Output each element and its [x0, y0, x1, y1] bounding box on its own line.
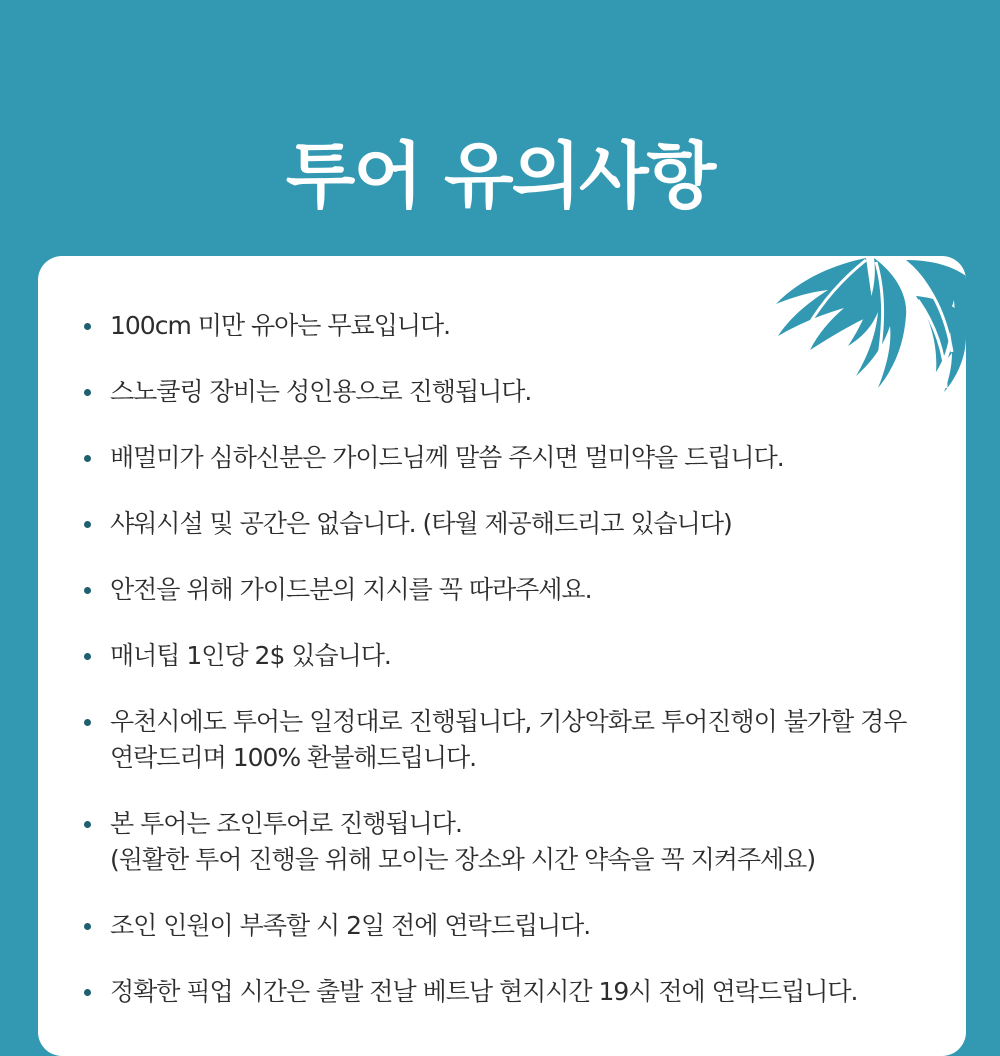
bullet-icon [84, 821, 91, 828]
bullet-icon [84, 455, 91, 462]
notes-list [38, 308, 966, 1040]
note-text: 샤워시설 및 공간은 없습니다. (타월 제공해드리고 있습니다) [110, 509, 732, 538]
list-item [38, 572, 966, 608]
note-text-continued: 연락드리며 100% 환불해드립니다. [110, 743, 477, 772]
bullet-icon [84, 719, 91, 726]
bullet-icon [84, 521, 91, 528]
note-text: 매너팁 1인당 2$ 있습니다. [110, 641, 391, 670]
list-item [38, 908, 966, 944]
bullet-icon [84, 323, 91, 330]
bullet-icon [84, 923, 91, 930]
note-text-continued: (원활한 투어 진행을 위해 모이는 장소와 시간 약속을 꼭 지켜주세요) [110, 845, 816, 874]
bullet-icon [84, 989, 91, 996]
page-title: 투어 유의사항 [285, 134, 715, 218]
list-item [38, 308, 966, 344]
bullet-icon [84, 653, 91, 660]
note-text: 조인 인원이 부족할 시 2일 전에 연락드립니다. [110, 911, 591, 940]
list-item [38, 704, 966, 776]
list-item [38, 638, 966, 674]
note-text: 배멀미가 심하신분은 가이드님께 말씀 주시면 멀미약을 드립니다. [110, 443, 784, 472]
note-text: 안전을 위해 가이드분의 지시를 꼭 따라주세요. [110, 575, 592, 604]
note-text: 스노쿨링 장비는 성인용으로 진행됩니다. [110, 377, 532, 406]
list-item [38, 806, 966, 878]
notice-card [38, 256, 966, 1056]
note-text: 우천시에도 투어는 일정대로 진행됩니다, 기상악화로 투어진행이 불가할 경우 [110, 707, 907, 736]
list-item [38, 440, 966, 476]
bullet-icon [84, 389, 91, 396]
note-text: 100cm 미만 유아는 무료입니다. [110, 311, 451, 340]
list-item [38, 974, 966, 1010]
list-item [38, 374, 966, 410]
note-text: 정확한 픽업 시간은 출발 전날 베트남 현지시간 19시 전에 연락드립니다. [110, 977, 858, 1006]
list-item [38, 506, 966, 542]
bullet-icon [84, 587, 91, 594]
note-text: 본 투어는 조인투어로 진행됩니다. [110, 809, 462, 838]
